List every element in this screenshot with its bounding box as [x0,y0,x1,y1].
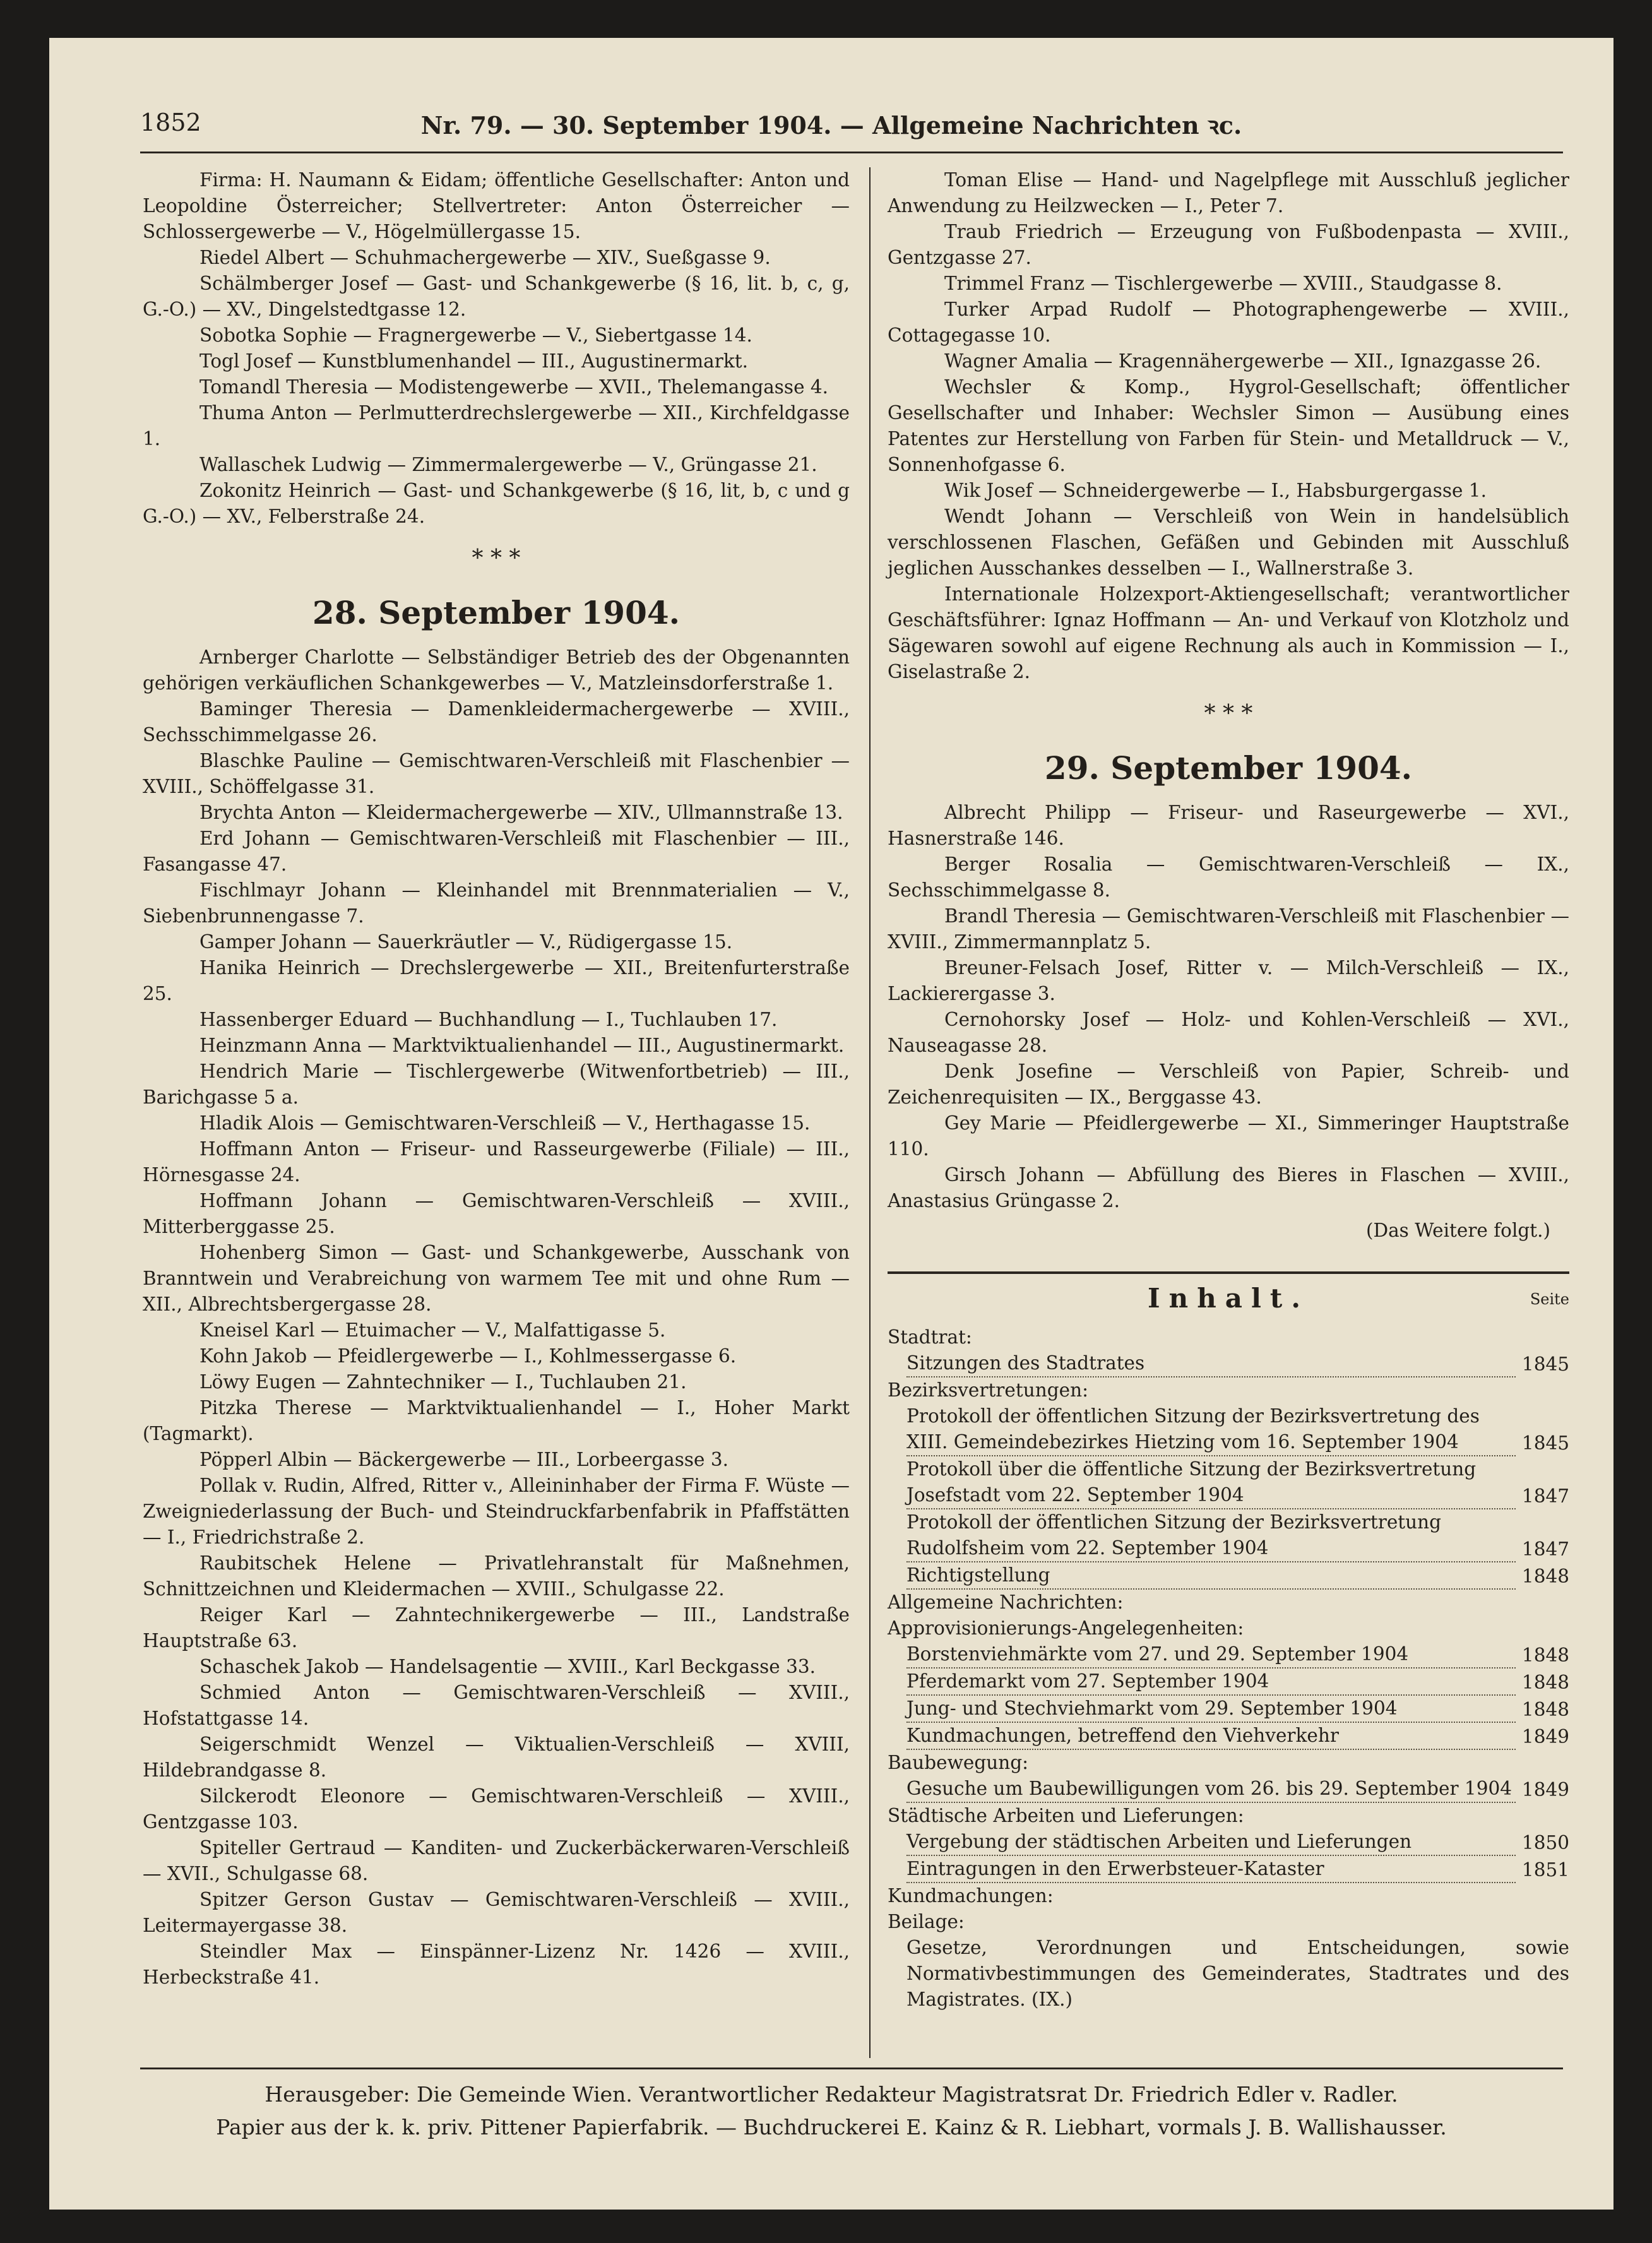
register-entry: Turker Arpad Rudolf — Photographengewerbe — XVIII., Cottagegasse 10. [888,299,1569,346]
toc-entry-title: Borstenviehmärkte vom 27. und 29. September 1904 [906,1641,1516,1669]
register-entry: Traub Friedrich — Erzeugung von Fußbodenpasta — XVIII., Gentzgasse 27. [888,221,1569,268]
toc-entry-page: 1849 [1521,1726,1569,1747]
newspaper-page [49,38,1613,2210]
toc-entry-title: Eintragungen in den Erwerbsteuer-Kataster [906,1856,1516,1883]
register-entry: Wik Josef — Schneidergewerbe — I., Habsburgergasse 1. [944,480,1487,501]
register-entry: Schmied Anton — Gemischtwaren-Verschleiß — XVIII., Hofstattgasse 14. [143,1682,850,1729]
toc-section-heading: Baubewegung: [888,1752,1029,1773]
toc-entry [888,1776,1569,1803]
register-entry: Hendrich Marie — Tischlergewerbe (Witwenfortbetrieb) — III., Barichgasse 5 a. [143,1061,850,1108]
toc-entry-title: Protokoll der öffentlichen Sitzung der Bezirksvertretung des XIII. Gemeindebezirkes Hietzing vom 16. September 1904 [906,1403,1516,1456]
toc-entry [888,1403,1569,1456]
continuation-note: (Das Weitere folgt.) [1365,1220,1550,1241]
toc-entry-page: 1851 [1521,1859,1569,1881]
section-stars: * * * [472,545,521,571]
register-entry: Breuner-Felsach Josef, Ritter v. — Milch-Verschleiß — IX., Lackierergasse 3. [888,957,1569,1004]
register-entry: Gey Marie — Pfeidlergewerbe — XI., Simmeringer Hauptstraße 110. [888,1112,1569,1160]
register-entry: Tomandl Theresia — Modistengewerbe — XVII., Thelemangasse 4. [199,376,829,398]
right-entries-top [888,167,1569,685]
toc-title: Inhalt. [1148,1283,1309,1314]
toc-section-heading: Kundmachungen: [888,1885,1054,1907]
page-header [49,109,1613,153]
register-entry: Brychta Anton — Kleidermachergewerbe — XIV., Ullmannstraße 13. [199,802,843,823]
toc-entry-title: Gesuche um Baubewilligungen vom 26. bis 29. September 1904 [906,1776,1516,1803]
toc-entry-page: 1845 [1521,1354,1569,1375]
toc-section-heading: Bezirksvertretungen: [888,1379,1089,1401]
register-entry: Raubitschek Helene — Privatlehranstalt für Maßnehmen, Schnittzeichnen und Kleidermachen — XVIII., Schulgasse 22. [143,1552,850,1600]
imprint-publisher: Herausgeber: Die Gemeinde Wien. Verantwortlicher Redakteur Magistratsrat Dr. Friedrich Edler v. Radler. [264,2082,1398,2107]
running-title: Nr. 79. — 30. September 1904. — Allgemeine Nachrichten ꝛc. [420,111,1242,140]
register-entry: Hanika Heinrich — Drechslergewerbe — XII., Breitenfurterstraße 25. [143,957,850,1004]
register-entry: Heinzmann Anna — Marktviktualienhandel — III., Augustinermarkt. [199,1035,845,1056]
toc-section-heading: Allgemeine Nachrichten: [888,1592,1124,1613]
beilage-text: Gesetze, Verordnungen und Entscheidungen, sowie Normativbestimmungen des Gemeinderates, Stadtrates und des Magistrates. (IX.) [906,1937,1569,2010]
toc-section-heading: Stadtrat: [888,1326,972,1348]
toc-entry [888,1829,1569,1856]
toc-section-heading: Approvisionierungs-Angelegenheiten: [888,1617,1244,1639]
register-entry: Hohenberg Simon — Gast- und Schankgewerbe, Ausschank von Branntwein und Verabreichung von warmem Tee mit und ohne Rum — XII., Albrechtsbergergasse 28. [143,1242,850,1315]
page-number: 1852 [140,109,201,136]
table-of-contents [888,1324,1569,1935]
toc-section-heading: Beilage: [888,1911,965,1932]
toc-entry-title: Protokoll der öffentlichen Sitzung der Bezirksvertretung Rudolfsheim vom 22. September 1904 [906,1509,1516,1562]
register-entry: Wechsler & Komp., Hygrol-Gesellschaft; öffentlicher Gesellschafter und Inhaber: Wechsler Simon — Ausübung eines Patentes zur Herstellung von Farben für Stein- und Metalldruck — V., Sonnenhofgasse 6. [888,376,1569,475]
register-entry: Albrecht Philipp — Friseur- und Raseurgewerbe — XVI., Hasnerstraße 146. [888,802,1569,849]
left-entries-top [143,167,850,530]
toc-entry [888,1641,1569,1669]
toc-entry [888,1723,1569,1750]
date-heading-29-september: 29. September 1904. [1044,749,1413,787]
toc-entry-title: Protokoll über die öffentliche Sitzung der Bezirksvertretung Josefstadt vom 22. September 1904 [906,1456,1516,1509]
register-entry: Spiteller Gertraud — Kanditen- und Zuckerbäckerwaren-Verschleiß — XVII., Schulgasse 68. [143,1837,850,1884]
register-entry: Thuma Anton — Perlmutterdrechslergewerbe — XII., Kirchfeldgasse 1. [143,402,850,449]
toc-entry-page: 1847 [1521,1485,1569,1507]
register-entry: Zokonitz Heinrich — Gast- und Schankgewerbe (§ 16, lit, b, c und g G.-O.) — XV., Felberstraße 24. [143,480,850,527]
register-entry: Girsch Johann — Abfüllung des Bieres in Flaschen — XVIII., Anastasius Grüngasse 2. [888,1164,1569,1211]
register-entry: Kneisel Karl — Etuimacher — V., Malfattigasse 5. [199,1319,666,1341]
register-entry: Spitzer Gerson Gustav — Gemischtwaren-Verschleiß — XVIII., Leitermayergasse 38. [143,1889,850,1936]
register-entry: Steindler Max — Einspänner-Lizenz Nr. 1426 — XVIII., Herbeckstraße 41. [143,1941,850,1988]
toc-entry-page: 1845 [1521,1432,1569,1454]
right-entries-date [888,800,1569,1214]
toc-header [888,1276,1569,1324]
register-entry: Toman Elise — Hand- und Nagelpflege mit Ausschluß jeglicher Anwendung zu Heilzwecken — I., Peter 7. [888,169,1569,217]
register-entry: Seigerschmidt Wenzel — Viktualien-Verschleiß — XVIII, Hildebrandgasse 8. [143,1734,850,1781]
toc-entry [888,1562,1569,1590]
toc-entry-page: 1848 [1521,1645,1569,1666]
toc-rule [888,1271,1569,1274]
toc-entry [888,1509,1569,1562]
register-entry: Riedel Albert — Schuhmachergewerbe — XIV., Sueßgasse 9. [199,247,771,268]
register-entry: Schälmberger Josef — Gast- und Schankgewerbe (§ 16, lit. b, c, g, G.-O.) — XV., Dingelstedtgasse 12. [143,273,850,320]
register-entry: Reiger Karl — Zahntechnikergewerbe — III., Landstraße Hauptstraße 63. [143,1604,850,1651]
left-column [143,167,850,1990]
register-entry: Pöpperl Albin — Bäckergewerbe — III., Lorbeergasse 3. [199,1449,729,1470]
toc-entry [888,1350,1569,1377]
register-entry: Pollak v. Rudin, Alfred, Ritter v., Alleininhaber der Firma F. Wüste — Zweigniederlassung der Buch- und Steindruckfarbenfabrik in Pfaffstätten — I., Friedrichstraße 2. [143,1475,850,1548]
register-entry: Wendt Johann — Verschleiß von Wein in handelsüblich verschlossenen Flaschen, Gefäßen und Gebinden mit Ausschluß jeglichen Ausschankes desselben — I., Wallnerstraße 3. [888,506,1569,579]
date-heading-28-september: 28. September 1904. [312,594,680,631]
register-entry: Firma: H. Naumann & Eidam; öffentliche Gesellschafter: Anton und Leopoldine Österreicher; Stellvertreter: Anton Österreicher — Schlossergewerbe — V., Högelmüllergasse 15. [143,169,850,242]
toc-page-label: Seite [1530,1290,1569,1308]
toc-entry [888,1856,1569,1883]
register-entry: Baminger Theresia — Damenkleidermachergewerbe — XVIII., Sechsschimmelgasse 26. [143,698,850,746]
toc-entry-title: Sitzungen des Stadtrates [906,1350,1516,1377]
imprint [49,2078,1613,2144]
register-entry: Sobotka Sophie — Fragnergewerbe — V., Siebertgasse 14. [199,324,752,346]
toc-entry [888,1669,1569,1696]
register-entry: Schaschek Jakob — Handelsagentie — XVIII., Karl Beckgasse 33. [199,1656,816,1677]
toc-entry-page: 1848 [1521,1699,1569,1720]
register-entry: Internationale Holzexport-Aktiengesellschaft; verantwortlicher Geschäftsführer: Ignaz Hoffmann — An- und Verkauf von Klotzholz und Sägewaren sowohl auf eigene Rechnung als auch in Kommission — I., Giselastraße 2. [888,583,1569,682]
register-entry: Hoffmann Johann — Gemischtwaren-Verschleiß — XVIII., Mitterberggasse 25. [143,1190,850,1237]
toc-entry-title: Richtigstellung [906,1562,1516,1590]
register-entry: Denk Josefine — Verschleiß von Papier, Schreib- und Zeichenrequisiten — IX., Berggasse 43. [888,1061,1569,1108]
toc-entry-page: 1847 [1521,1538,1569,1560]
column-divider [869,167,871,2058]
register-entry: Trimmel Franz — Tischlergewerbe — XVIII., Staudgasse 8. [944,273,1502,294]
register-entry: Erd Johann — Gemischtwaren-Verschleiß mit Flaschenbier — III., Fasangasse 47. [143,828,850,875]
register-entry: Togl Josef — Kunstblumenhandel — III., Augustinermarkt. [199,350,748,372]
toc-entry-title: Jung- und Stechviehmarkt vom 29. September 1904 [906,1696,1516,1723]
footer-rule [140,2067,1563,2069]
register-entry: Löwy Eugen — Zahntechniker — I., Tuchlauben 21. [199,1371,687,1393]
toc-entry-title: Kundmachungen, betreffend den Viehverkehr [906,1723,1516,1750]
register-entry: Wallaschek Ludwig — Zimmermalergewerbe — V., Grüngasse 21. [199,454,817,475]
register-entry: Pitzka Therese — Marktviktualienhandel — I., Hoher Markt (Tagmarkt). [143,1397,850,1444]
register-entry: Gamper Johann — Sauerkräutler — V., Rüdigergasse 15. [199,931,733,953]
right-column [888,167,1569,2013]
register-entry: Hassenberger Eduard — Buchhandlung — I., Tuchlauben 17. [199,1009,778,1030]
register-entry: Blaschke Pauline — Gemischtwaren-Verschleiß mit Flaschenbier — XVIII., Schöffelgasse 31. [143,750,850,797]
register-entry: Berger Rosalia — Gemischtwaren-Verschleiß — IX., Sechsschimmelgasse 8. [888,854,1569,901]
left-entries-date [143,645,850,1990]
toc-section-heading: Städtische Arbeiten und Lieferungen: [888,1805,1244,1826]
toc-entry [888,1696,1569,1723]
toc-entry [888,1456,1569,1509]
toc-entry-title: Pferdemarkt vom 27. September 1904 [906,1669,1516,1696]
toc-entry-title: Vergebung der städtischen Arbeiten und Lieferungen [906,1829,1516,1856]
toc-entry-page: 1848 [1521,1566,1569,1587]
register-entry: Silckerodt Eleonore — Gemischtwaren-Verschleiß — XVIII., Gentzgasse 103. [143,1785,850,1833]
register-entry: Hladik Alois — Gemischtwaren-Verschleiß — V., Herthagasse 15. [199,1112,811,1134]
toc-entry-page: 1850 [1521,1832,1569,1853]
toc-entry-page: 1849 [1521,1779,1569,1800]
register-entry: Arnberger Charlotte — Selbständiger Betrieb des der Obgenannten gehörigen verkäuflichen Schankgewerbes — V., Matzleinsdorferstraße 1. [143,646,850,694]
imprint-printer: Papier aus der k. k. priv. Pittener Papierfabrik. — Buchdruckerei E. Kainz & R. Liebhart, vormals J. B. Wallishausser. [216,2115,1447,2139]
register-entry: Cernohorsky Josef — Holz- und Kohlen-Verschleiß — XVI., Nauseagasse 28. [888,1009,1569,1056]
register-entry: Hoffmann Anton — Friseur- und Rasseurgewerbe (Filiale) — III., Hörnesgasse 24. [143,1138,850,1186]
register-entry: Fischlmayr Johann — Kleinhandel mit Brennmaterialien — V., Siebenbrunnengasse 7. [143,879,850,927]
register-entry: Wagner Amalia — Kragennähergewerbe — XII., Ignazgasse 26. [944,350,1542,372]
section-stars: * * * [1204,701,1253,727]
register-entry: Kohn Jakob — Pfeidlergewerbe — I., Kohlmessergasse 6. [199,1345,737,1367]
toc-entry-page: 1848 [1521,1672,1569,1693]
header-rule [140,152,1563,153]
register-entry: Brandl Theresia — Gemischtwaren-Verschleiß mit Flaschenbier — XVIII., Zimmermannplatz 5. [888,905,1569,953]
